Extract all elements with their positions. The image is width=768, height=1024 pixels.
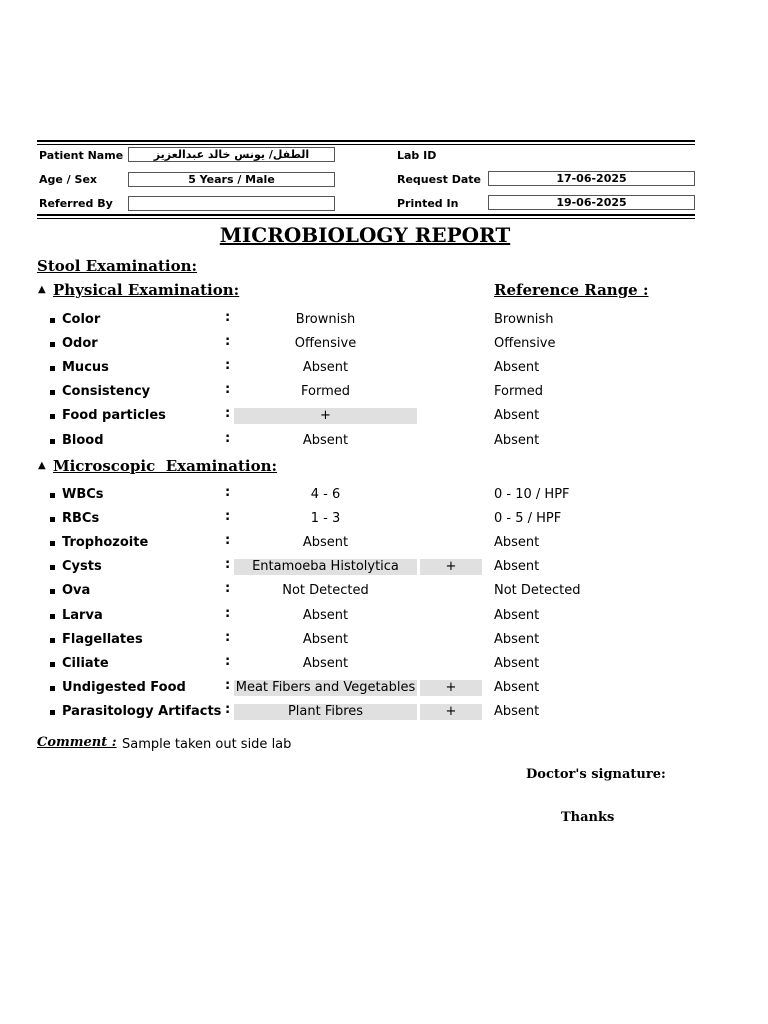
result-value: Absent: [302, 535, 349, 551]
doctor-signature-label: Doctor's signature:: [526, 767, 666, 782]
result-value: Absent: [302, 360, 349, 376]
triangle-up-icon: ▲: [38, 460, 46, 471]
result-flag: +: [420, 704, 482, 720]
colon-separator: :: [225, 382, 231, 398]
physical-examination-heading: Physical Examination:: [53, 281, 240, 299]
colon-separator: :: [225, 533, 231, 549]
test-name: Flagellates: [62, 631, 143, 647]
colon-separator: :: [225, 653, 231, 669]
header-top-rule-thin: [37, 144, 695, 145]
referred-by-field: [128, 196, 335, 211]
bullet-icon: [50, 342, 55, 347]
colon-separator: :: [225, 310, 231, 325]
header-top-rule: [37, 140, 695, 142]
colon-separator: :: [225, 509, 231, 525]
reference-value: Formed: [494, 384, 543, 400]
test-name: Blood: [62, 432, 104, 448]
result-value: Plant Fibres: [234, 704, 417, 720]
test-name: Consistency: [62, 384, 151, 400]
test-name: Color: [62, 312, 101, 327]
bullet-icon: [50, 414, 55, 419]
result-value: Brownish: [295, 312, 356, 327]
stool-examination-heading: Stool Examination:: [37, 257, 198, 275]
patient-name-label: Patient Name: [39, 149, 124, 162]
result-flag: +: [420, 680, 482, 696]
result-value: Absent: [302, 655, 349, 671]
bullet-icon: [50, 638, 55, 643]
result-value: Absent: [302, 432, 349, 448]
colon-separator: :: [225, 358, 231, 374]
comment-label: Comment :: [37, 735, 117, 750]
reference-value: Absent: [494, 432, 540, 448]
colon-separator: :: [225, 605, 231, 621]
header-bottom-rule: [37, 214, 695, 216]
result-value: Entamoeba Histolytica: [234, 559, 417, 575]
age-sex-field: 5 Years / Male: [128, 172, 335, 187]
patient-name-field: الطفل/ يونس خالد عبدالعزيز: [128, 147, 335, 162]
result-value: Meat Fibers and Vegetables: [235, 679, 416, 695]
reference-value: Absent: [494, 535, 540, 551]
test-name: Ova: [62, 583, 91, 599]
colon-separator: :: [225, 581, 231, 597]
printed-in-label: Printed In: [397, 197, 459, 210]
reference-value: Offensive: [494, 336, 556, 352]
test-name: Parasitology Artifacts: [62, 703, 222, 719]
report-title-text: MICROBIOLOGY REPORT: [219, 223, 511, 247]
lab-id-label: Lab ID: [397, 149, 437, 162]
reference-value: Absent: [494, 607, 540, 623]
result-value: Formed: [301, 384, 350, 400]
result-value: 4 - 6: [310, 487, 341, 502]
bullet-icon: [50, 390, 55, 395]
bullet-icon: [50, 493, 55, 498]
bullet-icon: [50, 517, 55, 522]
reference-value: Not Detected: [494, 583, 581, 599]
test-name: WBCs: [62, 487, 104, 502]
test-name: Trophozoite: [62, 535, 149, 551]
colon-separator: :: [225, 557, 231, 573]
test-name: RBCs: [62, 511, 100, 527]
reference-value: Absent: [494, 408, 540, 424]
bullet-icon: [50, 589, 55, 594]
comment-text: Sample taken out side lab: [122, 737, 292, 752]
colon-separator: :: [225, 701, 231, 717]
result-value: Offensive: [294, 336, 357, 352]
reference-value: 0 - 10 / HPF: [494, 487, 570, 502]
reference-value: Absent: [494, 655, 540, 671]
result-value: Absent: [302, 631, 349, 647]
result-value: Not Detected: [282, 583, 369, 599]
colon-separator: :: [225, 677, 231, 693]
bullet-icon: [50, 318, 55, 323]
bullet-icon: [50, 565, 55, 570]
test-name: Larva: [62, 607, 103, 623]
triangle-up-icon: ▲: [38, 284, 46, 295]
test-name: Food particles: [62, 408, 166, 424]
reference-value: Absent: [494, 703, 540, 719]
header-bottom-rule-thin: [37, 218, 695, 219]
bullet-icon: [50, 541, 55, 546]
request-date-label: Request Date: [397, 173, 482, 186]
reference-value: Brownish: [494, 312, 554, 327]
bullet-icon: [50, 662, 55, 667]
bullet-icon: [50, 439, 55, 444]
reference-value: Absent: [494, 559, 540, 575]
result-value: +: [234, 408, 417, 424]
report-title: [0, 223, 730, 247]
thanks-text: Thanks: [561, 810, 615, 825]
test-name: Cysts: [62, 559, 102, 575]
bullet-icon: [50, 366, 55, 371]
result-value: Absent: [302, 607, 349, 623]
colon-separator: :: [225, 430, 231, 446]
reference-value: 0 - 5 / HPF: [494, 511, 562, 527]
reference-value: Absent: [494, 631, 540, 647]
bullet-icon: [50, 710, 55, 715]
colon-separator: :: [225, 334, 231, 350]
result-value: 1 - 3: [310, 511, 341, 527]
test-name: Ciliate: [62, 655, 109, 671]
colon-separator: :: [225, 485, 231, 500]
printed-in-field: 19-06-2025: [488, 195, 695, 210]
reference-value: Absent: [494, 679, 540, 695]
bullet-icon: [50, 614, 55, 619]
colon-separator: :: [225, 406, 231, 422]
test-name: Mucus: [62, 360, 109, 376]
colon-separator: :: [225, 629, 231, 645]
test-name: Undigested Food: [62, 679, 186, 695]
microscopic-examination-heading: Microscopic Examination:: [53, 457, 278, 475]
reference-value: Absent: [494, 360, 540, 376]
age-sex-label: Age / Sex: [39, 173, 98, 186]
request-date-field: 17-06-2025: [488, 171, 695, 186]
bullet-icon: [50, 686, 55, 691]
referred-by-label: Referred By: [39, 197, 113, 210]
test-name: Odor: [62, 336, 98, 352]
reference-range-heading: Reference Range :: [494, 281, 649, 299]
result-flag: +: [420, 559, 482, 575]
